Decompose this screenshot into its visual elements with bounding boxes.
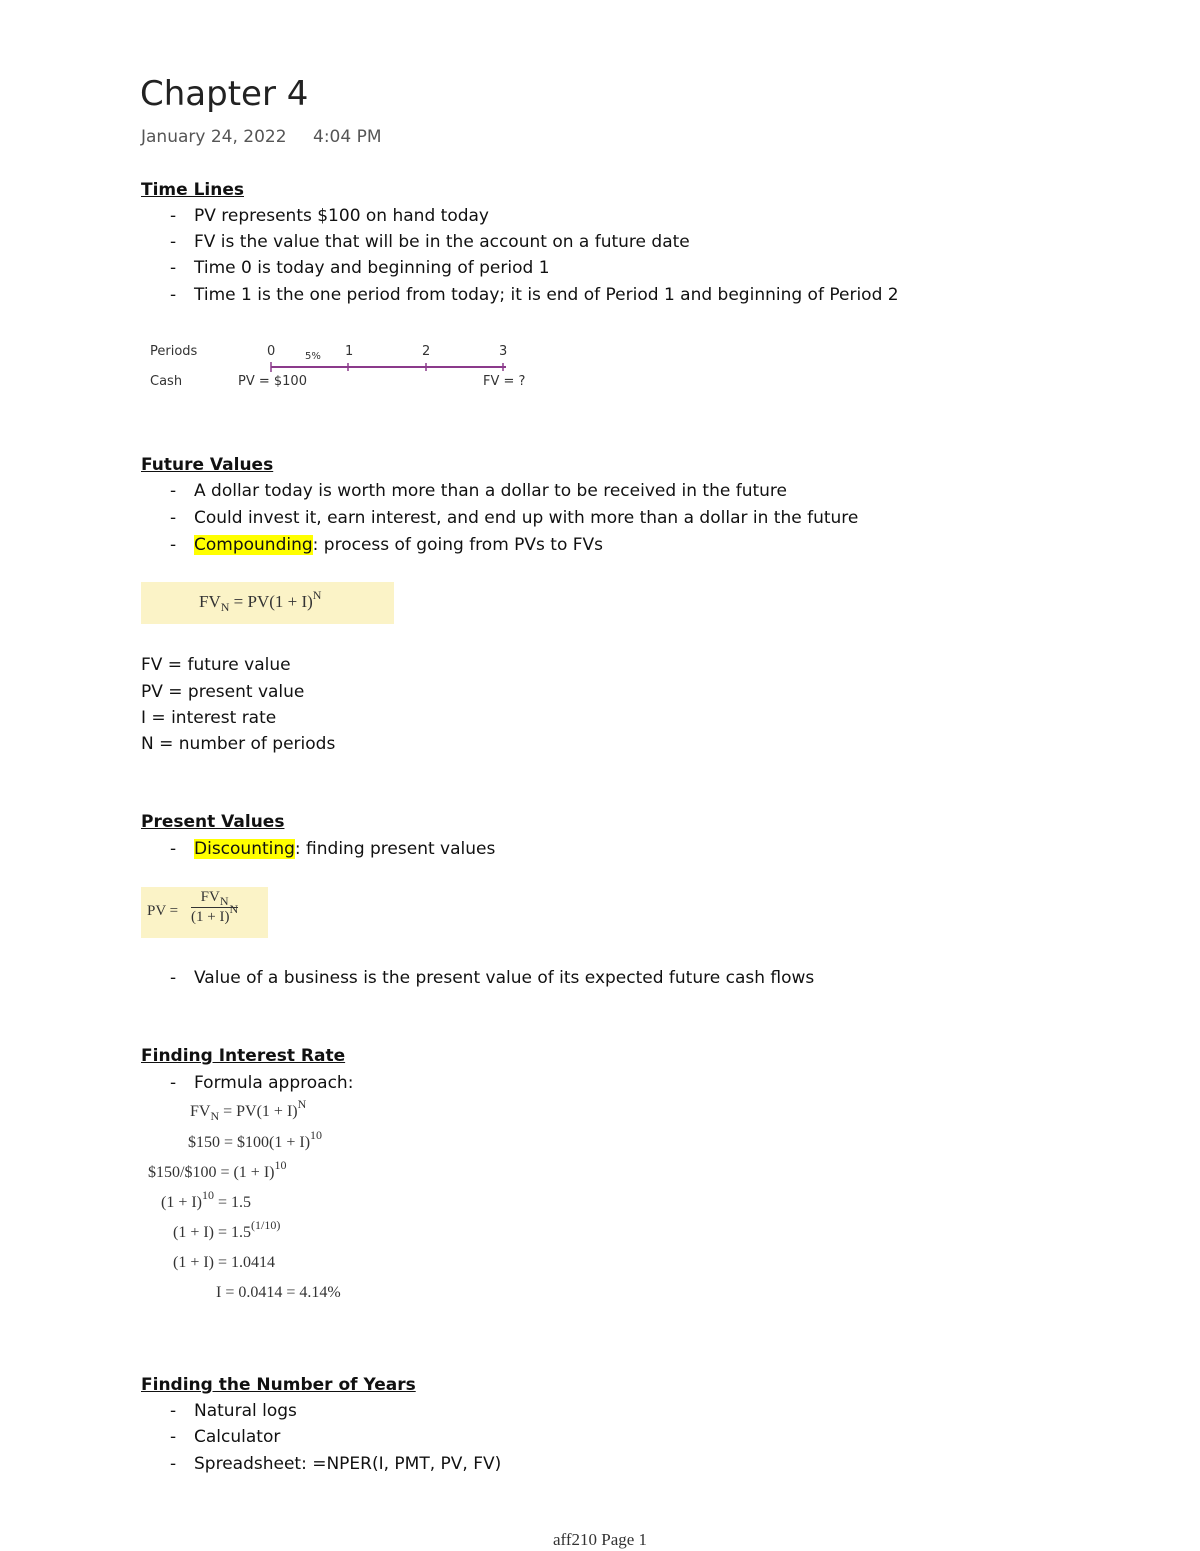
ir-step-6: (1 + I) = 1.0414 [173, 1254, 276, 1271]
pv-label: PV = $100 [238, 374, 307, 389]
fv-label: FV = ? [483, 374, 526, 389]
discounting-highlight: Discounting [194, 839, 295, 859]
tick-label: 1 [345, 344, 354, 359]
timeline-axis [140, 338, 540, 398]
list-item: - A dollar today is worth more than a dollar to be received in the future [170, 481, 788, 501]
compounding-highlight: Compounding [194, 535, 313, 555]
heading-future-values: Future Values [141, 455, 274, 475]
fv-formula: $FV_N = PV(1 + I)^N$ [199, 588, 322, 614]
pv-formula-fraction: $FV_N$ $(1 + I)^N$ [191, 889, 239, 925]
ir-step-5: $(1 + I) = 1.5^{(1/10)}$ [173, 1218, 281, 1241]
periods-label: Periods [150, 344, 198, 359]
list-item: - Compounding: process of going from PVs to FVs [170, 535, 604, 555]
list-item: - Value of a business is the present value of its expected future cash flows [170, 968, 815, 988]
pv-formula-lhs: PV = [147, 903, 179, 919]
definition-fv: FV = future value [141, 655, 291, 675]
pv-formula-box [141, 887, 268, 938]
note-time: 4:04 PM [313, 127, 382, 147]
fv-formula-box [141, 582, 394, 624]
list-item: - PV represents $100 on hand today [170, 206, 489, 226]
definition-n: N = number of periods [141, 734, 336, 754]
list-item: - Discounting: finding present values [170, 839, 496, 859]
timeline-diagram [140, 338, 540, 398]
cash-label: Cash [150, 374, 183, 389]
ir-step-4: $(1 + I)^{10} = 1.5$ [161, 1188, 252, 1211]
definition-pv: PV = present value [141, 682, 305, 702]
heading-time-lines: Time Lines [141, 180, 244, 200]
tick-label: 2 [422, 344, 431, 359]
list-item: - Formula approach: [170, 1073, 354, 1093]
ir-step-7: I = 0.0414 = 4.14% [216, 1284, 341, 1301]
list-item: - FV is the value that will be in the account on a future date [170, 232, 690, 252]
list-item: - Natural logs [170, 1401, 297, 1421]
list-item: - Time 0 is today and beginning of period 1 [170, 258, 550, 278]
page-footer: aff210 Page 1 [552, 1530, 648, 1549]
heading-interest-rate: Finding Interest Rate [141, 1046, 346, 1066]
tick-label: 3 [499, 344, 508, 359]
heading-number-of-years: Finding the Number of Years [141, 1375, 416, 1395]
ir-step-1: $FV_N = PV(1 + I)^N$ [190, 1097, 307, 1123]
definition-i: I = interest rate [141, 708, 277, 728]
rate-label: 5% [305, 351, 321, 362]
ir-step-3: $150/$100 = $(1 + I)^{10}$ [148, 1158, 287, 1181]
heading-present-values: Present Values [141, 812, 285, 832]
list-item: - Calculator [170, 1427, 281, 1447]
note-date: January 24, 2022 [141, 127, 287, 147]
list-item: - Spreadsheet: =NPER(I, PMT, PV, FV) [170, 1454, 502, 1474]
page-title: Chapter 4 [140, 74, 309, 114]
ir-step-2: $150 = $100(1 + I)$^{10}$ [188, 1128, 323, 1151]
tick-label: 0 [267, 344, 276, 359]
list-item: - Time 1 is the one period from today; it is end of Period 1 and beginning of Period 2 [170, 285, 899, 305]
list-item: - Could invest it, earn interest, and end up with more than a dollar in the future [170, 508, 859, 528]
